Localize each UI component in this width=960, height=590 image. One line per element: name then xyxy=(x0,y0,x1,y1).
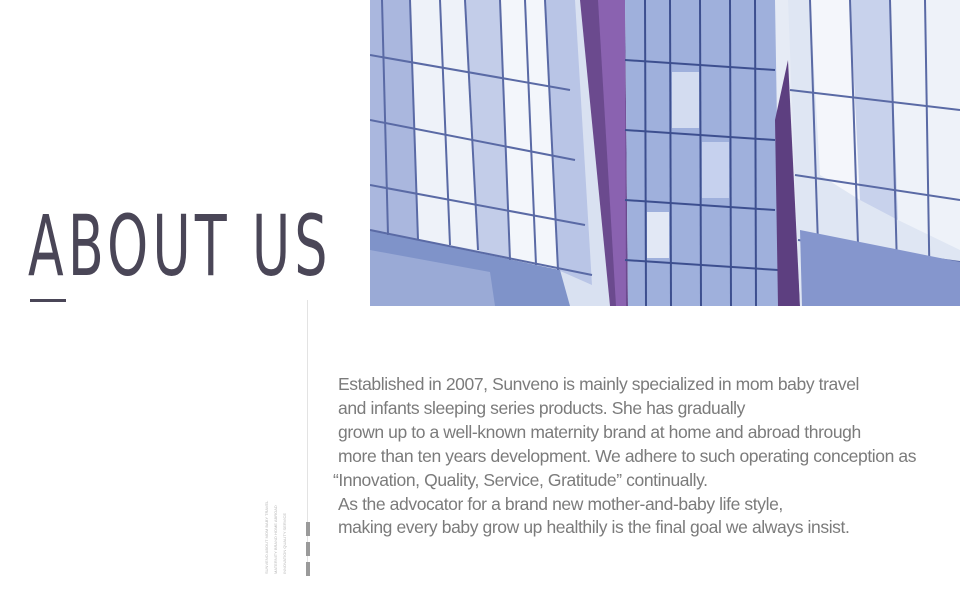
description-line: As the advocator for a brand new mother-and-baby life style, xyxy=(338,493,783,514)
building-facade-image xyxy=(370,0,960,306)
divider-mark xyxy=(306,542,310,556)
divider-marks xyxy=(306,522,310,582)
side-caption-line: MATERNITY BRAND HOME ABROAD xyxy=(273,505,278,574)
description-line: “Innovation, Quality, Service, Gratitude” continually. xyxy=(333,469,708,490)
description-line: and infants sleeping series products. She has gradually xyxy=(338,397,746,418)
about-title: ABOUT US xyxy=(28,197,332,295)
side-caption-line: INNOVATION QUALITY SERVICE xyxy=(282,512,287,574)
side-caption-line: SUNVENO ABOUT MOM BABY TRAVEL xyxy=(264,500,269,574)
description-line: more than ten years development. We adhere to such operating conception as xyxy=(338,445,917,466)
side-caption xyxy=(262,398,302,574)
description-line: grown up to a well-known maternity brand at home and abroad through xyxy=(338,421,861,442)
divider-mark xyxy=(306,562,310,576)
description-line: making every baby grow up healthily is the final goal we always insist. xyxy=(338,517,850,538)
title-underline xyxy=(30,299,66,302)
description-line: Established in 2007, Sunveno is mainly specialized in mom baby travel xyxy=(338,374,860,394)
divider-mark xyxy=(306,522,310,536)
about-description xyxy=(333,373,943,540)
